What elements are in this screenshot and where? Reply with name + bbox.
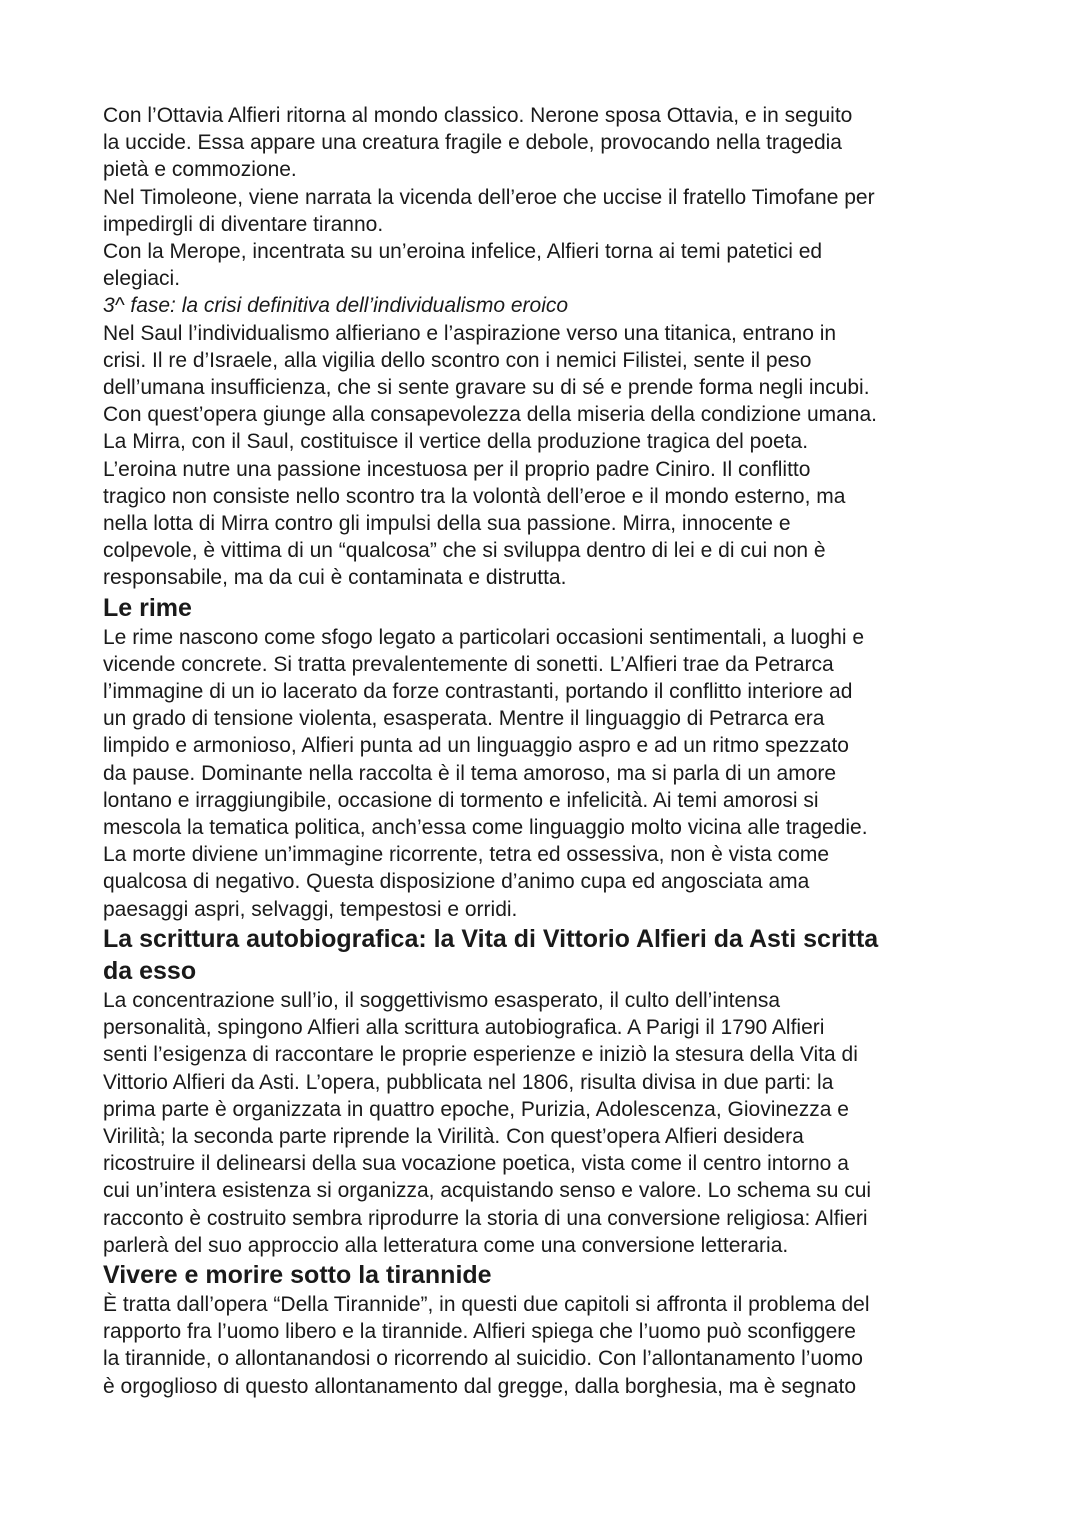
paragraph-merope: Con la Merope, incentrata su un’eroina infelice, Alfieri torna ai temi patetici ed elegiaci. xyxy=(103,240,823,291)
paragraph-tirannide: È tratta dall’opera “Della Tirannide”, in questi due capitoli si affronta il problema del rapporto fra l’uomo libero e la tirannide. Alfieri spiega che l’uomo può sconfiggere la tirannide, o allontanandosi o ricorrendo al suicidio. Con l’allontanamento l’uomo è orgoglioso di questo allontanamento dal gregge, dalla borghesia, ma è segnato xyxy=(103,1292,870,1398)
document-page xyxy=(103,102,998,1400)
heading-le-rime: Le rime xyxy=(103,593,192,622)
paragraph-mirra: La Mirra, con il Saul, costituisce il vertice della produzione tragica del poeta. L’eroina nutre una passione incestuosa per il proprio padre Ciniro. Il conflitto tragico non consiste nello scontro tra la volontà dell’eroe e il mondo esterno, ma nella lotta di Mirra contro gli impulsi della sua passione. Mirra, innocente e colpevole, è vittima di un “qualcosa” che si sviluppa dentro di lei e di cui non è responsabile, ma da cui è contaminata e distrutta. xyxy=(103,430,846,590)
paragraph-autobiografia: La concentrazione sull’io, il soggettivismo esasperato, il culto dell’intensa personalità, spingono Alfieri alla scrittura autobiografica. A Parigi il 1790 Alfieri senti l’esigenza di raccontare le proprie esperienze e iniziò la stesura della Vita di Vittorio Alfieri da Asti. L’opera, pubblicata nel 1806, risulta divisa in due parti: la prima parte è organizzata in quattro epoche, Purizia, Adolescenza, Giovinezza e Virilità; la seconda parte riprende la Virilità. Con quest’opera Alfieri desidera ricostruire il delinearsi della sua vocazione poetica, vista come il centro intorno a cui un’intera esistenza si organizza, acquistando senso e valore. Lo schema su cui racconto è costruito sembra riprodurre la storia di una conversione religiosa: Alfieri parlerà del suo approccio alla letteratura come una conversione letteraria. xyxy=(103,988,872,1257)
paragraph-rime: Le rime nascono come sfogo legato a particolari occasioni sentimentali, a luoghi e vicende concrete. Si tratta prevalentemente di sonetti. L’Alfieri trae da Petrarca l’immagine di un io lacerato da forze contrastanti, portando il conflitto interiore ad un grado di tensione violenta, esasperata. Mentre il linguaggio di Petrarca era limpido e armonioso, Alfieri punta ad un linguaggio aspro e ad un ritmo spezzato da pause. Dominante nella raccolta è il tema amoroso, ma si parla di un amore lontano e irraggiungibile, occasione di tormento e infelicità. Ai temi amorosi si mescola la tematica politica, anch’essa come linguaggio molto vicina alle tragedie. La morte diviene un’immagine ricorrente, tetra ed ossessiva, non è vista come qualcosa di negativo. Questa disposizione d’animo cupa ed angosciata ama paesaggi aspri, selvaggi, tempestosi e orridi. xyxy=(103,625,868,921)
paragraph-ottavia: Con l’Ottavia Alfieri ritorna al mondo classico. Nerone sposa Ottavia, e in seguito la uccide. Essa appare una creatura fragile e debole, provocando nella tragedia pietà e commozione. xyxy=(103,104,853,182)
heading-autobiografia: La scrittura autobiografica: la Vita di Vittorio Alfieri da Asti scritta da esso xyxy=(103,924,879,985)
paragraph-timoleone: Nel Timoleone, viene narrata la vicenda dell’eroe che uccise il fratello Timofane per impedirgli di diventare tiranno. xyxy=(103,185,875,236)
paragraph-saul: Nel Saul l’individualismo alfieriano e l’aspirazione verso una titanica, entrano in crisi. Il re d’Israele, alla vigilia dello scontro con i nemici Filistei, sente il peso dell’umana insufficienza, che si sente gravare su di sé e prende forma negli incubi. Con quest’opera giunge alla consapevolezza della miseria della condizione umana. xyxy=(103,321,877,427)
subheading-third-phase: 3^ fase: la crisi definitiva dell’individualismo eroico xyxy=(103,294,569,318)
heading-tirannide: Vivere e morire sotto la tirannide xyxy=(103,1260,492,1289)
